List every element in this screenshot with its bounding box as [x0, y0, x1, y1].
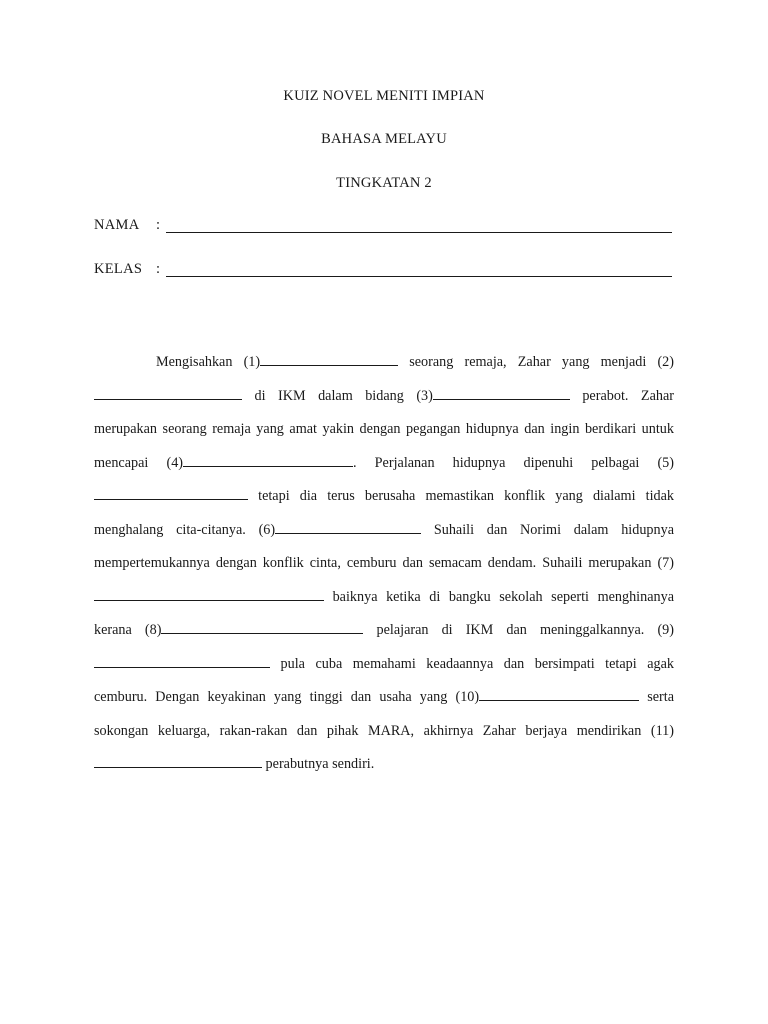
passage-text: pula cuba memahami keadaannya dan bersimpati tetapi agak cemburu. Dengan keyakinan yang tinggi dan usaha yang [94, 655, 674, 705]
blank-3[interactable] [433, 385, 570, 400]
blank-5[interactable] [94, 485, 248, 500]
quiz-title: KUIZ NOVEL MENITI IMPIAN [283, 88, 485, 104]
class-label: KELAS [94, 261, 143, 277]
passage-text: perabot. Zahar merupakan seorang remaja yang amat yakin dengan pegangan hidupnya dan ingin berdikari untuk mencapai [94, 387, 674, 471]
class-answer-line[interactable] [166, 276, 672, 277]
blank-number-3: (3) [416, 387, 433, 404]
passage-text: serta sokongan keluarga, rakan-rakan dan pihak MARA, akhirnya Zahar berjaya mendirikan [94, 689, 674, 739]
blank-number-6: (6) [258, 521, 276, 538]
subject-title: BAHASA MELAYU [321, 131, 447, 147]
blank-number-5: (5) [657, 454, 674, 471]
blank-number-2: (2) [657, 354, 674, 370]
blank-number-7: (7) [657, 555, 674, 571]
passage-text: di IKM dalam bidang [242, 387, 417, 404]
passage-text: perabutnya sendiri. [262, 756, 375, 772]
blank-number-10: (10) [455, 689, 480, 705]
passage-text: baiknya ketika di bangku sekolah seperti menghinanya kerana [94, 588, 674, 638]
blank-number-8: (8) [144, 622, 162, 638]
blank-9[interactable] [94, 653, 270, 668]
blank-11[interactable] [94, 753, 262, 768]
name-colon: : [156, 217, 161, 233]
class-colon: : [156, 261, 161, 277]
blank-number-1: (1) [243, 354, 261, 370]
passage-text: tetapi dia terus berusaha memastikan konflik yang dialami tidak menghalang cita-citanya. [94, 488, 674, 538]
blank-10[interactable] [479, 686, 639, 701]
blank-number-11: (11) [650, 722, 674, 739]
blank-number-4: (4) [166, 454, 184, 471]
passage-text: Mengisahkan [156, 354, 244, 370]
blank-2[interactable] [94, 385, 242, 400]
passage-text: pelajaran di IKM dan meninggalkannya. [363, 622, 658, 638]
blank-number-9: (9) [657, 622, 674, 638]
blank-1[interactable] [260, 351, 398, 366]
name-answer-line[interactable] [166, 232, 672, 233]
name-field-row [94, 217, 672, 237]
passage-text: . Perjalanan hidupnya dipenuhi pelbagai [353, 454, 658, 471]
name-label: NAMA [94, 217, 140, 233]
grade-title: TINGKATAN 2 [336, 175, 432, 191]
passage-text: Suhaili dan Norimi dalam hidupnya mempertemukannya dengan konflik cinta, cemburu dan semacam dendam. Suhaili merupakan [94, 521, 674, 571]
blank-6[interactable] [275, 519, 421, 534]
blank-7[interactable] [94, 586, 324, 601]
cloze-passage [94, 346, 674, 782]
blank-8[interactable] [161, 619, 363, 634]
class-field-row [94, 261, 672, 281]
blank-4[interactable] [183, 452, 353, 467]
passage-text: seorang remaja, Zahar yang menjadi [398, 354, 658, 370]
